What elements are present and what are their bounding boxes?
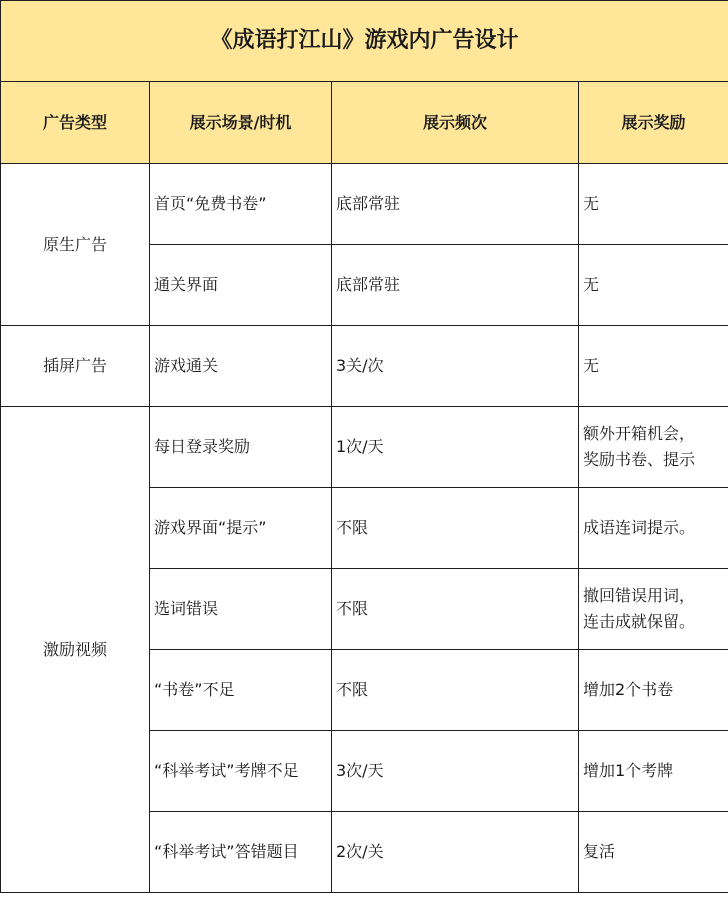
scene-cell: 游戏通关 [150,326,332,407]
reward-cell: 无 [579,164,728,245]
table-row [1,407,728,488]
frequency-cell: 2次/关 [332,812,579,893]
scene-cell: 每日登录奖励 [150,407,332,488]
frequency-cell: 3关/次 [332,326,579,407]
scene-cell: 选词错误 [150,569,332,650]
frequency-cell: 1次/天 [332,407,579,488]
ad-type-cell: 插屏广告 [1,326,150,407]
frequency-cell: 不限 [332,488,579,569]
frequency-cell: 底部常驻 [332,164,579,245]
header-ad-type: 广告类型 [1,82,150,164]
reward-cell: 复活 [579,812,728,893]
frequency-cell: 不限 [332,650,579,731]
reward-cell: 无 [579,326,728,407]
title-row [1,1,728,82]
frequency-cell: 不限 [332,569,579,650]
table-row [1,164,728,245]
scene-cell: “科举考试”答错题目 [150,812,332,893]
scene-cell: “科举考试”考牌不足 [150,731,332,812]
header-reward: 展示奖励 [579,82,728,164]
table-row [1,326,728,407]
reward-cell: 无 [579,245,728,326]
ad-type-cell: 激励视频 [1,407,150,893]
reward-cell: 成语连词提示。 [579,488,728,569]
scene-cell: 通关界面 [150,245,332,326]
header-frequency: 展示频次 [332,82,579,164]
reward-cell: 增加2个书卷 [579,650,728,731]
ad-type-cell: 原生广告 [1,164,150,326]
scene-cell: “书卷”不足 [150,650,332,731]
reward-cell: 额外开箱机会， 奖励书卷、提示 [579,407,728,488]
reward-cell: 撤回错误用词， 连击成就保留。 [579,569,728,650]
header-row [1,82,728,164]
reward-cell: 增加1个考牌 [579,731,728,812]
header-scene: 展示场景/时机 [150,82,332,164]
scene-cell: 游戏界面“提示” [150,488,332,569]
scene-cell: 首页“免费书卷” [150,164,332,245]
frequency-cell: 底部常驻 [332,245,579,326]
frequency-cell: 3次/天 [332,731,579,812]
table-title: 《成语打江山》游戏内广告设计 [1,1,728,82]
